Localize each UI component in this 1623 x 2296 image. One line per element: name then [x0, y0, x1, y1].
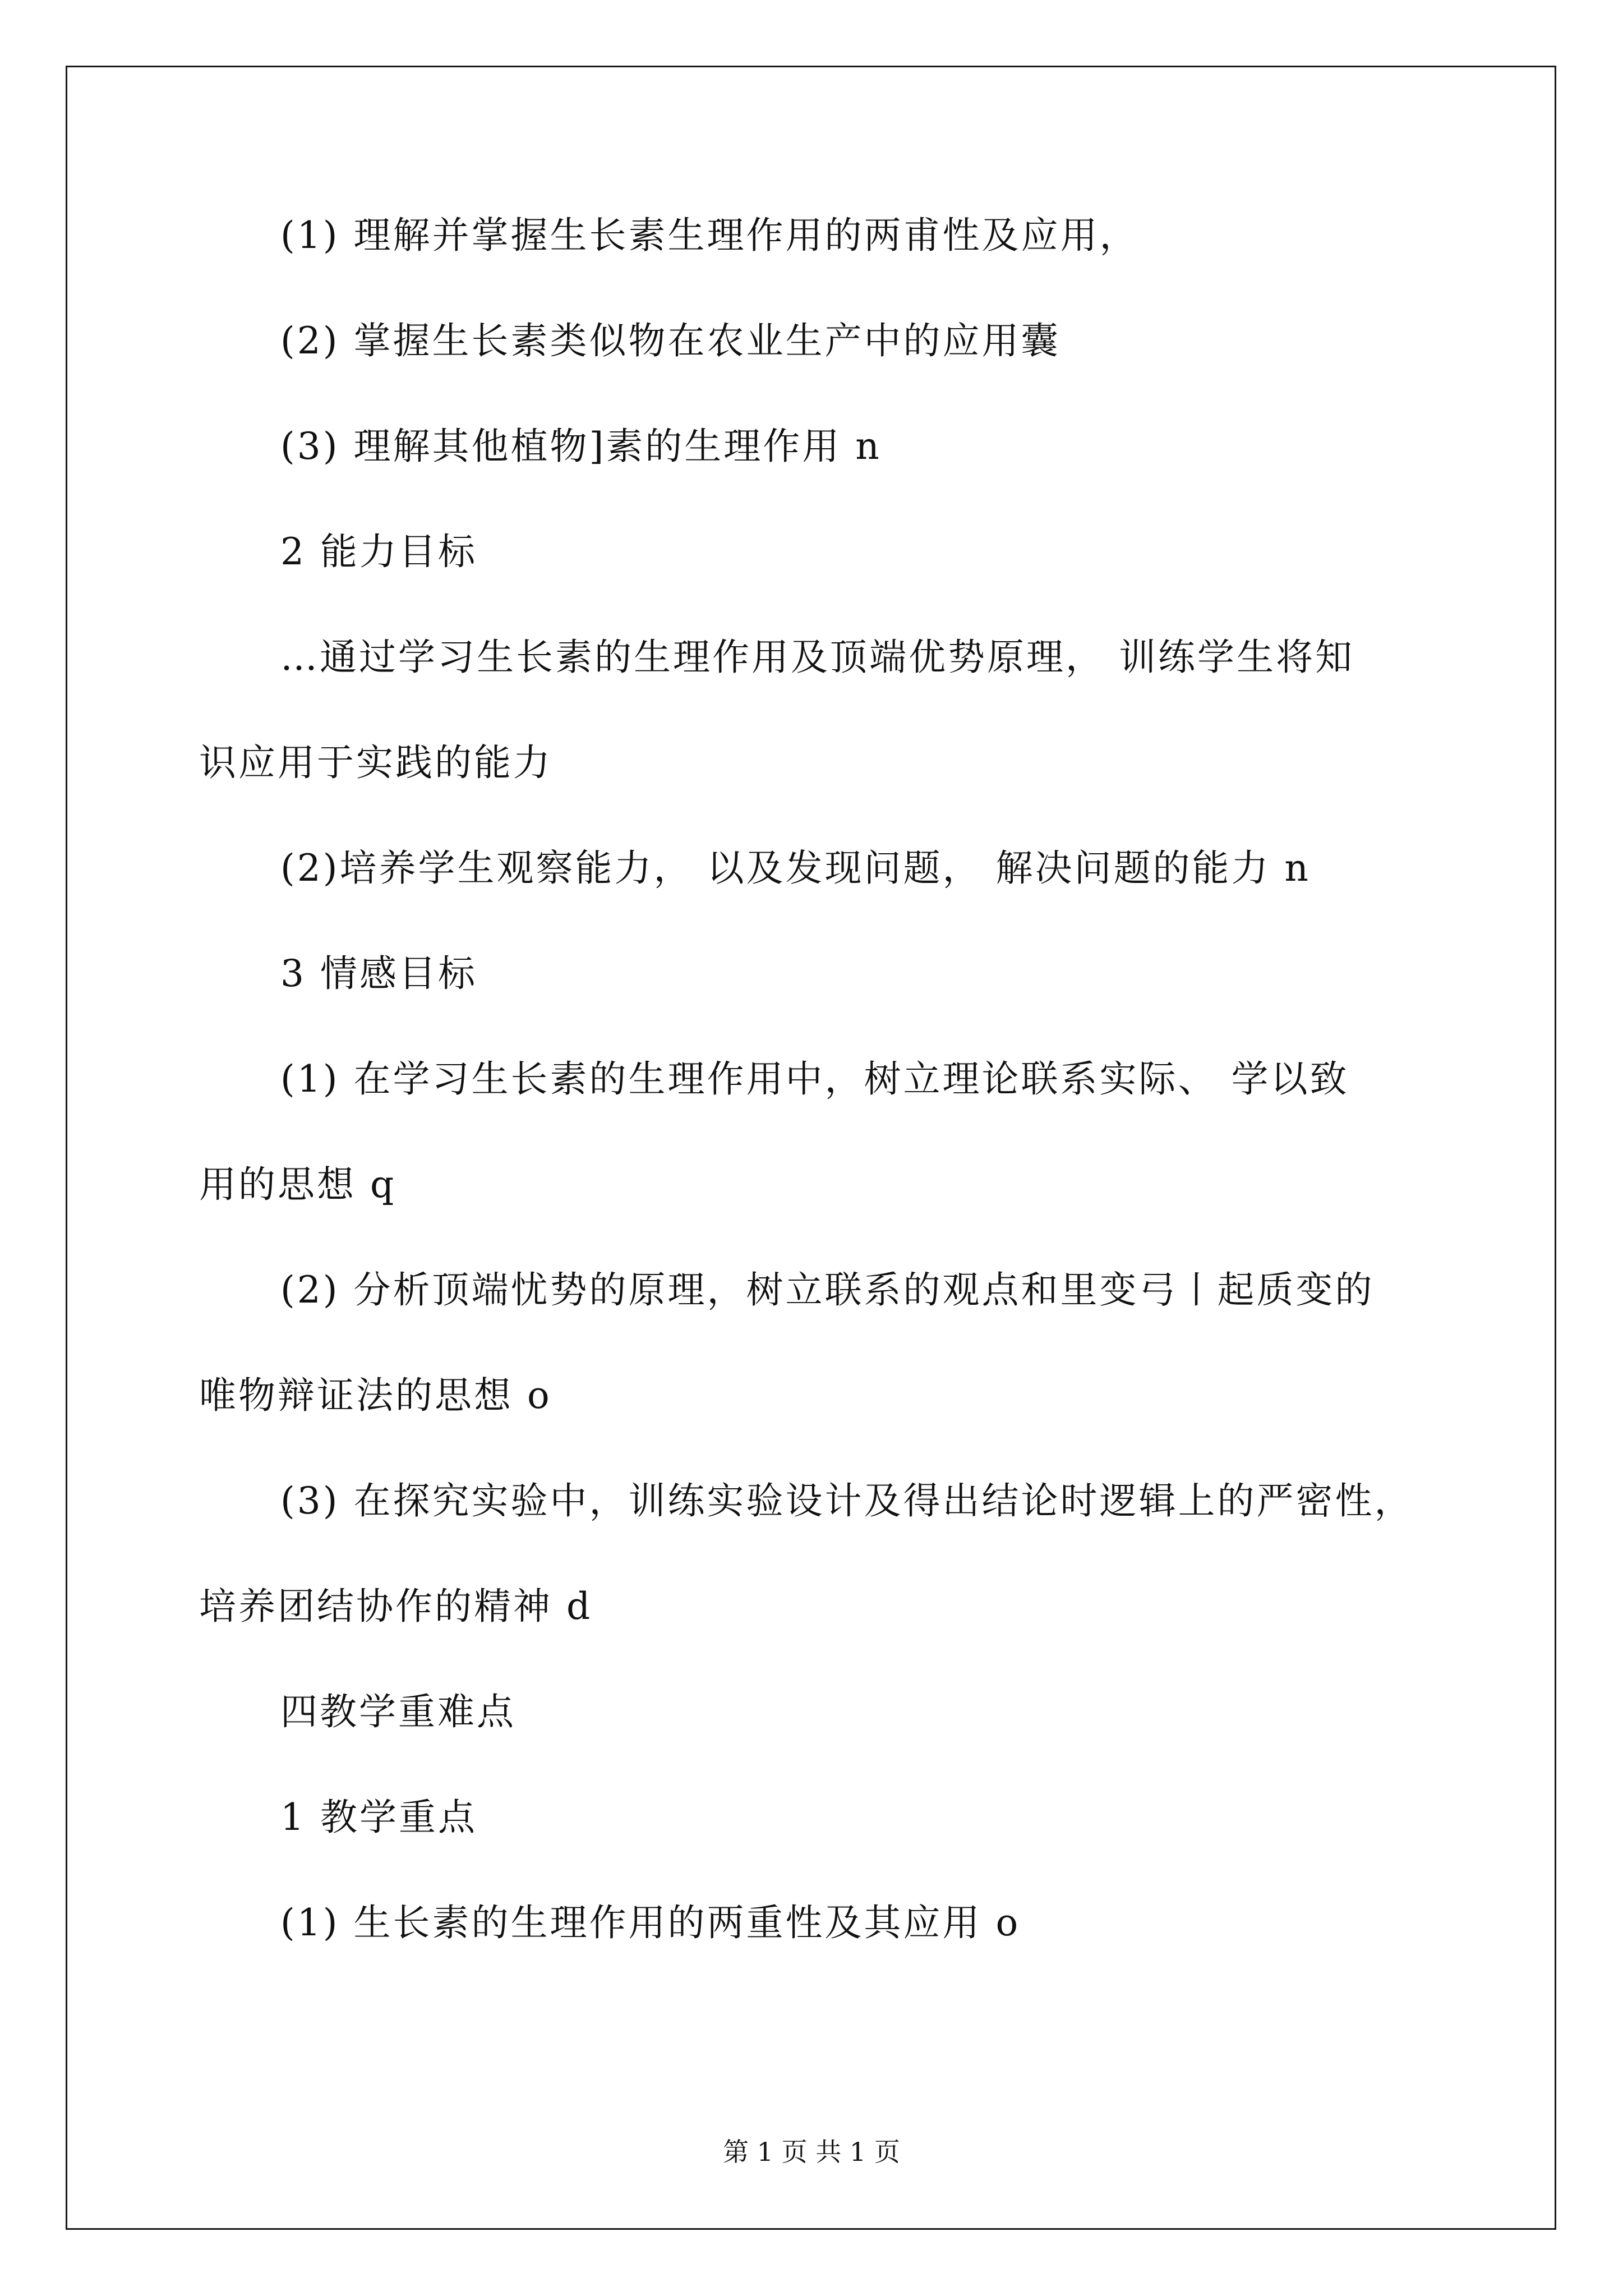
text-line: (3) 理解其他植物]素的生理作用 n [280, 425, 882, 468]
text-line: (3) 在探究实验中，训练实验设计及得出结论时逻辑上的严密性， [280, 1479, 1414, 1522]
text-line: 识应用于实践的能力 [199, 741, 552, 784]
section-heading: 2 能力目标 [280, 530, 477, 573]
text-line: 用的思想 q [199, 1163, 396, 1206]
text-line: (1) 在学习生长素的生理作用中，树立理论联系实际、 学以致 [280, 1057, 1349, 1101]
section-heading: 1 教学重点 [280, 1796, 477, 1839]
section-heading: 3 情感目标 [280, 952, 477, 995]
text-line: (2)培养学生观察能力， 以及发现问题， 解决问题的能力 n [280, 846, 1311, 890]
text-line: 唯物辩证法的思想 o [199, 1374, 552, 1417]
text-line: …通过学习生长素的生理作用及顶端优势原理， 训练学生将知 [280, 636, 1354, 679]
text-line: (1) 理解并掌握生长素生理作用的两甫性及应用， [280, 214, 1139, 257]
page-footer: 第 1 页 共 1 页 [723, 2137, 900, 2167]
text-line: (2) 分析顶端忧势的原理，树立联系的观点和里变弓丨起质变的 [280, 1268, 1375, 1312]
text-line: (1) 生长素的生理作用的两重性及其应用 o [280, 1901, 1021, 1944]
text-line: 培养团结协作的精神 d [199, 1585, 593, 1628]
section-heading: 四教学重难点 [280, 1690, 516, 1733]
text-line: (2) 掌握生长素类似物在农业生产中的应用囊 [280, 319, 1061, 362]
